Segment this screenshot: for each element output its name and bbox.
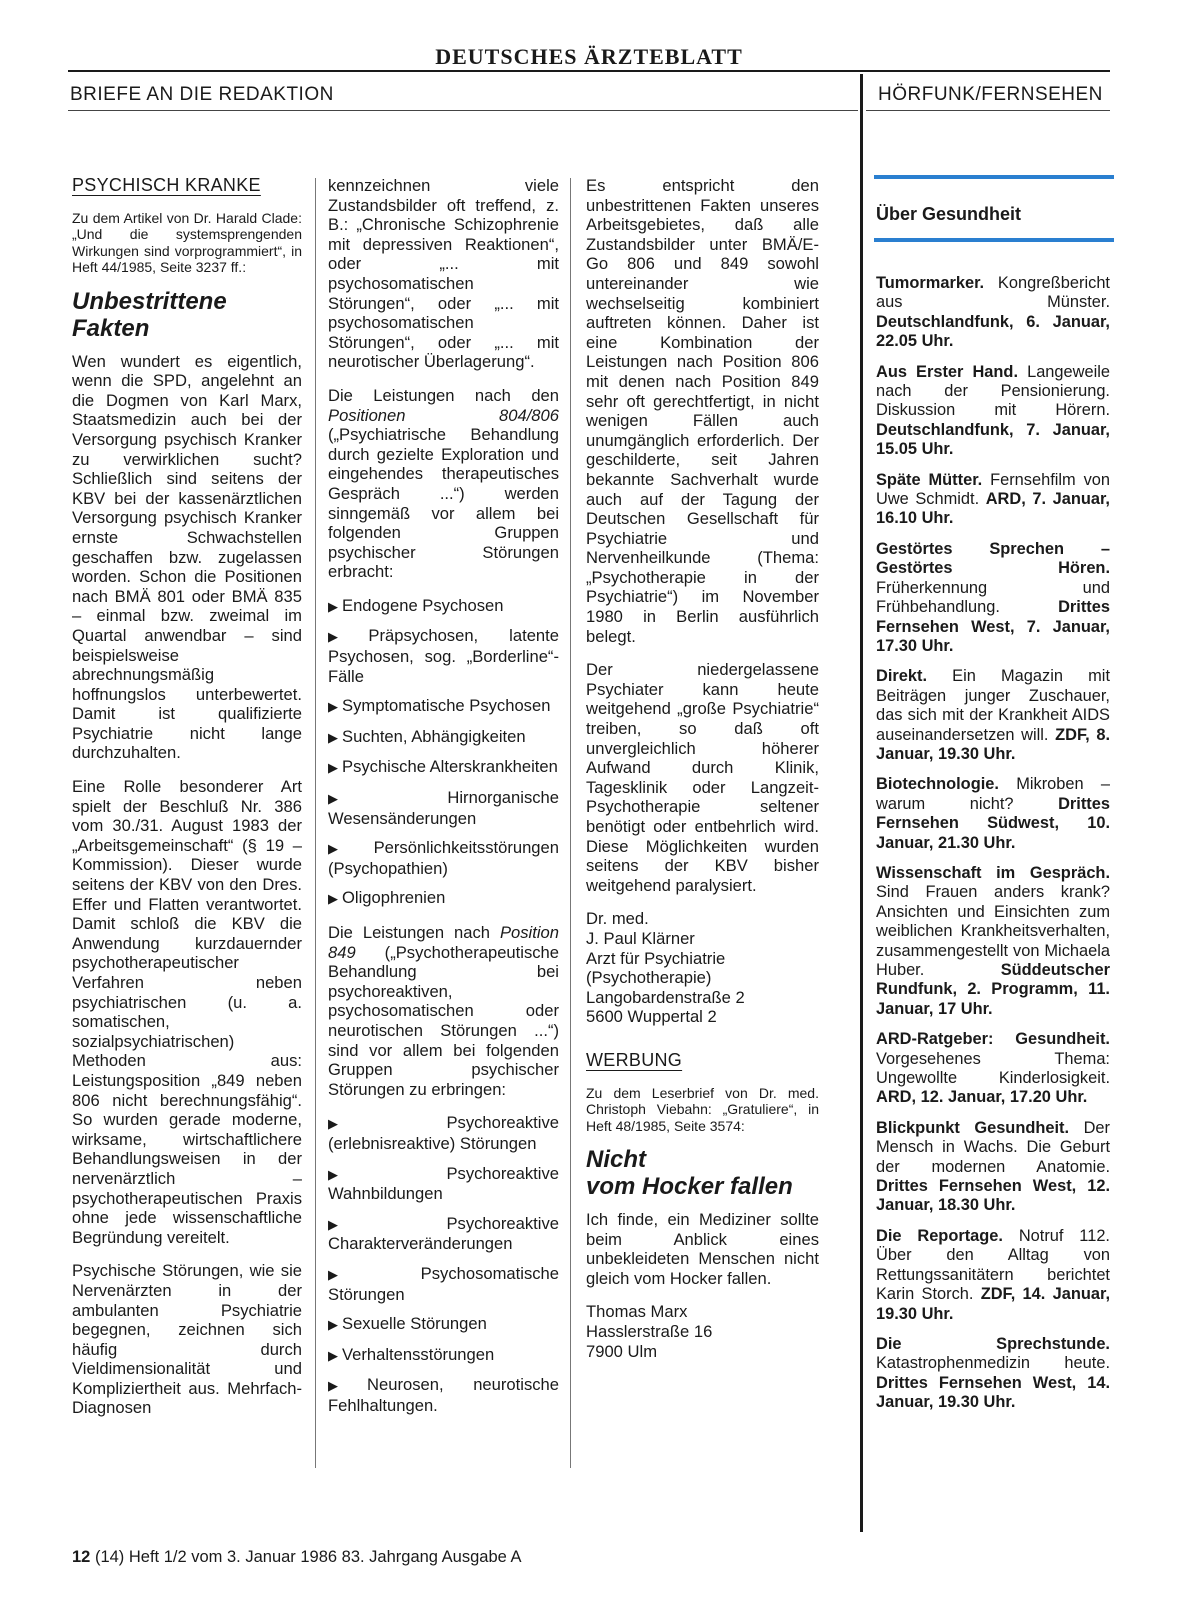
column-rule-2 <box>570 178 571 1468</box>
text-run: („Psychotherapeutische Behandlung bei psychoreaktiven, psychosomatischen oder neurotischen Störungen ...“) sind vor allem bei folgenden Gruppen psychischer Störungen zu erbringen: <box>328 942 559 1099</box>
text-run: Die Leistungen nach <box>328 923 500 942</box>
issue-info: (14) Heft 1/2 vom 3. Januar 1986 83. Jahrgang Ausgabe A <box>90 1548 522 1566</box>
text-run: („Psychiatrische Behandlung durch gezielte Exploration und eingehendes therapeutisches Gespräch ...“) werden sinngemäß vor allem bei folgenden Gruppen psychischer Störungen erbracht: <box>328 425 559 582</box>
program-entry <box>876 471 1110 529</box>
letter-headline <box>586 1146 819 1200</box>
program-description: Fernsehfilm von Uwe Schmidt. <box>876 470 1111 509</box>
signature-line: 7900 Ulm <box>586 1341 658 1361</box>
program-schedule: Drittes Fernsehen West, 14. Januar, 19.30 Uhr. <box>876 1373 1110 1412</box>
signature-line: Thomas Marx <box>586 1302 688 1322</box>
triangle-bullet-icon: ▶ <box>328 699 338 715</box>
triangle-bullet-icon: ▶ <box>328 841 370 857</box>
program-title: Biotechnologie. <box>876 775 999 794</box>
program-entry <box>876 1335 1110 1413</box>
triangle-bullet-icon: ▶ <box>328 760 338 776</box>
text-run: Die Leistungen nach den <box>328 385 559 405</box>
program-schedule: Deutschlandfunk, 7. Januar, 15.05 Uhr. <box>876 420 1110 459</box>
masthead: DEUTSCHES ÄRZTEBLATT <box>435 44 743 69</box>
paragraph: Ich finde, ein Mediziner sollte beim Anblick eines unbekleideten Menschen nicht gleich vom Hocker fallen. <box>586 1210 819 1288</box>
column-2 <box>328 176 559 1429</box>
section-rule-right <box>866 110 1110 111</box>
list-item-label: Psychoreaktive Wahnbildungen <box>328 1163 559 1204</box>
section-title-broadcast: HÖRFUNK/FERNSEHEN <box>878 84 1103 105</box>
paragraph: Es entspricht den unbestrittenen Fakten unseres Arbeitsgebietes, daß alle Zustandsbilder unter BMÄ/E-Go 806 und 849 sowohl untereinander wie wechselseitig kombiniert auftreten können. Daher ist eine Kombination der Leistungen nach Position 806 mit denen nach Position 849 sehr oft gerechtfertigt, in nicht wenigen Fällen auch unumgänglich erforderlich. Der geschilderte, seit Jahren bekannte Sachverhalt wurde auch auf der Tagung der Deutschen Gesellschaft für Psychiatrie und Nervenheilkunde (Thema: „Psychotherapie in der Psychiatrie“) im November 1980 in Berlin ausführlich belegt. <box>586 176 819 646</box>
program-entry <box>876 667 1110 764</box>
signature-line: J. Paul Klärner <box>586 928 695 948</box>
program-description: Katastrophenmedizin heute. <box>876 1354 1110 1373</box>
list-item-label: Persönlichkeitsstörungen (Psychopathien) <box>328 838 559 878</box>
list-item <box>328 1314 559 1335</box>
program-description: Ein Magazin mit Beiträgen junger Zuschauer, das sich mit der Krankheit AIDS auseinandersetzen will. <box>876 667 1110 744</box>
list-item-label: Psychosomatische Störungen <box>328 1263 559 1304</box>
list-item-label: Endogene Psychosen <box>342 595 504 615</box>
program-description: Kongreßbericht aus Münster. <box>876 274 1110 312</box>
list-item <box>328 696 559 717</box>
list-item <box>328 1214 559 1254</box>
letter-intro: Zu dem Artikel von Dr. Harald Clade: „Und die systemsprengenden Wirkungen sind vorprogrammiert“, in Heft 44/1985, Seite 3237 ff.: <box>72 209 302 276</box>
headline-line: Nicht <box>586 1146 646 1174</box>
program-entry <box>876 775 1110 853</box>
paragraph <box>328 923 559 1099</box>
section-divider <box>860 74 863 1532</box>
list-item-label: Oligophrenien <box>342 888 446 908</box>
headline-line: vom Hocker fallen <box>586 1173 793 1201</box>
column-1 <box>72 176 302 1432</box>
signature-block <box>586 909 819 1027</box>
triangle-bullet-icon: ▶ <box>328 1378 364 1394</box>
signature-line: 5600 Wuppertal 2 <box>586 1007 717 1027</box>
section-title-letters: BRIEFE AN DIE REDAKTION <box>70 84 334 105</box>
program-description: Mikroben – warum nicht? <box>876 775 1110 813</box>
letter-kicker: PSYCHISCH KRANKE <box>72 175 261 195</box>
program-description: Früherkennung und Frühbehandlung. <box>876 578 1110 617</box>
program-description: Vorgesehenes Thema: Ungewollte Kinderlosigkeit. <box>876 1049 1110 1088</box>
list-item-label: Psychische Alterskrankheiten <box>342 757 558 777</box>
program-title: Gestörtes Sprechen – Gestörtes Hören. <box>876 539 1110 578</box>
list-item-label: Verhaltensstörungen <box>342 1344 495 1364</box>
paragraph: Psychische Störungen, wie sie Nervenärzten in der ambulanten Psychiatrie begegnen, zeichnen sich häufig durch Vieldimensionalität und Kompliziertheit aus. Mehrfach-Diagnosen <box>72 1261 302 1418</box>
column-rule-1 <box>315 178 316 1468</box>
program-title: Wissenschaft im Gespräch. <box>876 863 1110 882</box>
triangle-bullet-icon: ▶ <box>328 791 444 807</box>
list-item-label: Symptomatische Psychosen <box>342 696 551 716</box>
list-item-label: Präpsychosen, latente Psychosen, sog. „Borderline“-Fälle <box>328 626 560 686</box>
triangle-bullet-icon: ▶ <box>328 598 338 614</box>
program-title: Blickpunkt Gesundheit. <box>876 1118 1070 1137</box>
section-rule-left <box>68 110 858 111</box>
program-title: Tumormarker. <box>876 274 985 292</box>
paragraph: Der niedergelassene Psychiater kann heute weitgehend „große Psychiatrie“ treiben, so daß oft unvergleichlich höherer Aufwand durch Klinik, Tagesklinik oder Langzeit-Psychotherapie seltener benötigt oder entbehrlich wird. Diese Möglichkeiten wurden seitens der KBV bisher weitgehend paralysiert. <box>586 660 819 895</box>
program-description: Notruf 112. Über den Alltag von Rettungssanitätern berichtet Karin Storch. <box>876 1226 1110 1304</box>
program-schedule: Drittes Fernsehen Südwest, 10. Januar, 21.30 Uhr. <box>876 794 1110 852</box>
list-item-label: Neurosen, neurotische Fehlhaltungen. <box>328 1375 559 1415</box>
triangle-bullet-icon: ▶ <box>328 891 338 907</box>
signature-line: Arzt für Psychiatrie <box>586 948 726 968</box>
paragraph: kennzeichnen viele Zustandsbilder oft treffend, z. B.: „Chronische Schizophrenie mit depressiven Reaktionen“, oder „... mit psychosomatischen Störungen“, oder „... mit psychosomatischen Störungen“, oder „... mit neurotischer Überlagerung“. <box>328 176 559 372</box>
program-entry <box>876 1227 1110 1324</box>
program-title: Direkt. <box>876 667 928 686</box>
letter-kicker: WERBUNG <box>586 1049 683 1070</box>
masthead-rule <box>68 70 1110 72</box>
triangle-bullet-icon: ▶ <box>328 1347 338 1363</box>
paragraph: Wen wundert es eigentlich, wenn die SPD, angelehnt an die Dogmen von Karl Marx, Staatsmedizin auch bei der Versorgung psychisch Kranker zu verwirklichen sucht? Schließlich sind seitens der KBV bei der kassenärztlichen Versorgung psychisch Kranker ernste Schwachstellen geschaffen bzw. zugelassen worden. Schon die Positionen nach BMÄ 801 oder BMÄ 835 – einmal bzw. zweimal im Quartal anwendbar – sind beispielsweise abrechnungsmäßig hoffnungslos unterbewertet. Damit ist qualifizierte Psychiatrie nicht lange durchzuhalten. <box>72 351 302 763</box>
headline-line: Unbestrittene <box>72 287 227 315</box>
program-title: Die Reportage. <box>876 1226 1003 1245</box>
program-description: Sind Frauen anders krank? Ansichten und Einsichten zum weiblichen Krankheitsverhalten, zusammengestellt von Michaela Huber. <box>876 883 1110 979</box>
headline-line: Fakten <box>72 314 150 342</box>
program-entry <box>876 864 1110 1019</box>
signature-line: (Psychotherapie) <box>586 968 712 988</box>
triangle-bullet-icon: ▶ <box>328 1266 417 1282</box>
program-entry <box>876 540 1110 656</box>
list-item <box>328 1345 559 1366</box>
disorder-list-2 <box>328 1113 559 1415</box>
list-item <box>328 788 559 828</box>
accent-bar-bottom <box>874 238 1114 242</box>
triangle-bullet-icon: ▶ <box>328 1317 338 1333</box>
list-item-label: Psychoreaktive (erlebnisreaktive) Störungen <box>328 1113 559 1153</box>
position-ref: Position 849 <box>328 923 559 962</box>
list-item <box>328 1113 559 1153</box>
program-schedule: Süddeutscher Rundfunk, 2. Programm, 11. Januar, 17 Uhr. <box>876 961 1110 1018</box>
program-schedule: ZDF, 14. Januar, 19.30 Uhr. <box>876 1285 1110 1323</box>
program-schedule: Deutschlandfunk, 6. Januar, 22.05 Uhr. <box>876 312 1110 351</box>
page-footer <box>72 1548 521 1567</box>
program-description: Der Mensch in Wachs. Die Geburt der modernen Anatomie. <box>876 1118 1110 1176</box>
list-item <box>328 1375 559 1415</box>
letter-intro: Zu dem Leserbrief von Dr. med. Christoph Viebahn: „Gratuliere“, in Heft 48/1985, Seite 3574: <box>586 1084 819 1134</box>
program-title: Die Sprechstunde. <box>876 1334 1110 1353</box>
list-item <box>328 838 559 878</box>
paragraph: Eine Rolle besonderer Art spielt der Beschluß Nr. 386 vom 30./31. August 1983 der „Arbeitsgemeinschaft“ (§ 19 – Kommission). Dieser wurde seitens der KBV von den Dres. Effer und Flatten verantwortet. Damit schloß die KBV die Anwendung kurzdauernder psychotherapeutischer Verfahren neben psychiatrischen (u. a. somatischen, sozialpsychiatrischen) Methoden aus: Leistungsposition „849 neben 806 nicht berechnungsfähig“. So wurden gerade moderne, wirksame, wirtschaftlichere Behandlungsweisen in der nervenärztlich – psychotherapeutischen Praxis ohne jede wissenschaftliche Begründung vereitelt. <box>72 777 302 1247</box>
program-title: ARD-Ratgeber: Gesundheit. <box>876 1030 1110 1049</box>
program-schedule: ARD, 12. Januar, 17.20 Uhr. <box>876 1088 1088 1107</box>
list-item <box>328 596 559 617</box>
letter-headline <box>72 288 302 342</box>
triangle-bullet-icon: ▶ <box>328 1166 443 1182</box>
column-3 <box>586 176 819 1375</box>
list-item-label: Hirnorganische Wesensänderungen <box>328 788 559 828</box>
position-ref: Positionen 804/806 <box>328 405 559 425</box>
program-schedule: Drittes Fernsehen West, 7. Januar, 17.30 Uhr. <box>876 598 1110 655</box>
box-title: Über Gesundheit <box>876 204 1022 224</box>
signature-line: Langobardenstraße 2 <box>586 987 745 1007</box>
program-entry <box>876 1030 1110 1108</box>
triangle-bullet-icon: ▶ <box>328 1216 443 1232</box>
list-item-label: Suchten, Abhängigkeiten <box>342 726 526 746</box>
list-item <box>328 757 559 778</box>
accent-bar-top <box>874 175 1114 179</box>
list-item-label: Sexuelle Störungen <box>342 1314 487 1334</box>
list-item-label: Psychoreaktive Charakterveränderungen <box>328 1213 559 1254</box>
triangle-bullet-icon: ▶ <box>328 629 365 645</box>
signature-line: Dr. med. <box>586 909 649 929</box>
disorder-list-1 <box>328 596 559 909</box>
signature-block <box>586 1302 819 1361</box>
triangle-bullet-icon: ▶ <box>328 729 338 745</box>
program-description: Langeweile nach der Pensionierung. Diskussion mit Hörern. <box>876 362 1111 420</box>
program-title: Aus Erster Hand. <box>876 362 1019 381</box>
list-item <box>328 727 559 748</box>
program-entry <box>876 363 1110 460</box>
list-item <box>328 1264 559 1304</box>
list-item <box>328 1164 559 1204</box>
broadcast-listing <box>876 274 1110 1424</box>
program-schedule: ARD, 7. Januar, 16.10 Uhr. <box>876 490 1110 528</box>
page-number: 12 <box>72 1548 91 1566</box>
list-item <box>328 888 559 909</box>
program-entry <box>876 1119 1110 1216</box>
list-item <box>328 626 559 686</box>
program-title: Späte Mütter. <box>876 470 983 489</box>
program-schedule: Drittes Fernsehen West, 12. Januar, 18.30 Uhr. <box>876 1177 1110 1215</box>
paragraph <box>328 386 559 582</box>
signature-line: Hasslerstraße 16 <box>586 1322 713 1341</box>
program-schedule: ZDF, 8. Januar, 19.30 Uhr. <box>876 725 1110 763</box>
triangle-bullet-icon: ▶ <box>328 1116 443 1132</box>
program-entry <box>876 274 1110 352</box>
